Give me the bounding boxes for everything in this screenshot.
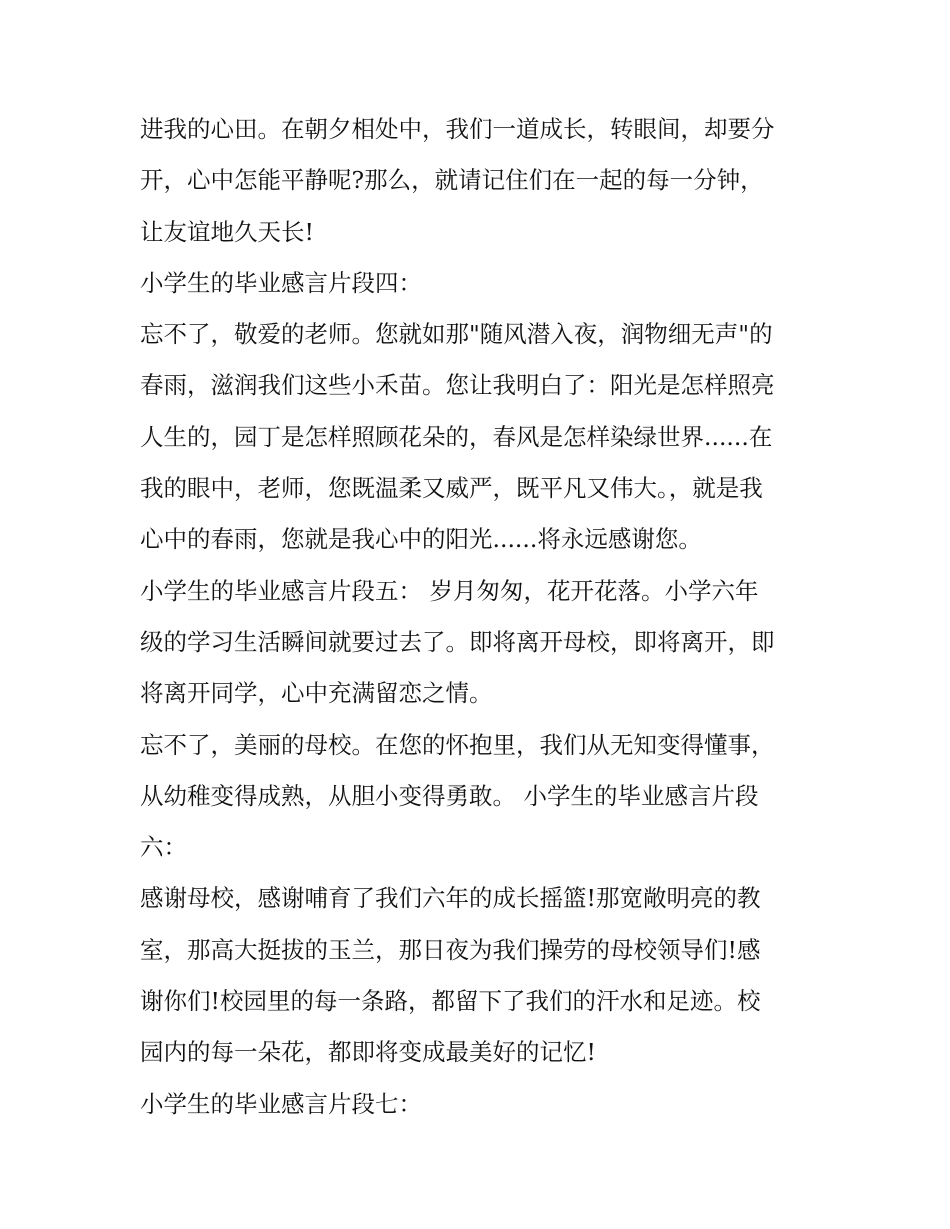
text-line: 室，那高大挺拔的玉兰，那日夜为我们操劳的母校领导们!感 (140, 935, 761, 964)
section-heading: 小学生的毕业感言片段四： (140, 268, 422, 297)
text-line: 心中的春雨，您就是我心中的阳光......将永远感谢您。 (140, 525, 702, 554)
section-heading: 小学生的毕业感言片段七： (140, 1089, 422, 1118)
text-line: 忘不了，敬爱的老师。您就如那"随风潜入夜，润物细无声"的 (140, 320, 773, 349)
text-line: 园内的每一朵花，都即将变成最美好的记忆! (140, 1038, 596, 1067)
text-line: 级的学习生活瞬间就要过去了。即将离开母校，即将离开，即 (140, 627, 775, 656)
text-line: 感谢母校，感谢哺育了我们六年的成长摇篮!那宽敞明亮的教 (140, 884, 761, 913)
text-line: 我的眼中，老师，您既温柔又威严，既平凡又伟大。，就是我 (140, 474, 763, 503)
text-line: 人生的，园丁是怎样照顾花朵的，春风是怎样染绿世界......在 (140, 422, 773, 451)
text-line: 让友谊地久天长! (140, 217, 314, 246)
text-line: 春雨，滋润我们这些小禾苗。您让我明白了：阳光是怎样照亮 (140, 371, 775, 400)
section-heading: 小学生的毕业感言片段五： 岁月匆匆，花开花落。小学六年 (140, 576, 759, 605)
text-line: 从幼稚变得成熟，从胆小变得勇敢。 小学生的毕业感言片段 (140, 781, 759, 810)
text-line: 将离开同学，心中充满留恋之情。 (140, 679, 493, 708)
text-line: 忘不了，美丽的母校。在您的怀抱里，我们从无知变得懂事， (140, 730, 775, 759)
text-line: 谢你们!校园里的每一条路，都留下了我们的汗水和足迹。校 (140, 987, 761, 1016)
text-line: 六： (140, 833, 187, 862)
text-line: 开，心中怎能平静呢?那么，就请记住们在一起的每一分钟， (140, 166, 764, 195)
document-body (140, 104, 830, 1130)
text-line: 进我的心田。在朝夕相处中，我们一道成长，转眼间，却要分 (140, 115, 775, 143)
